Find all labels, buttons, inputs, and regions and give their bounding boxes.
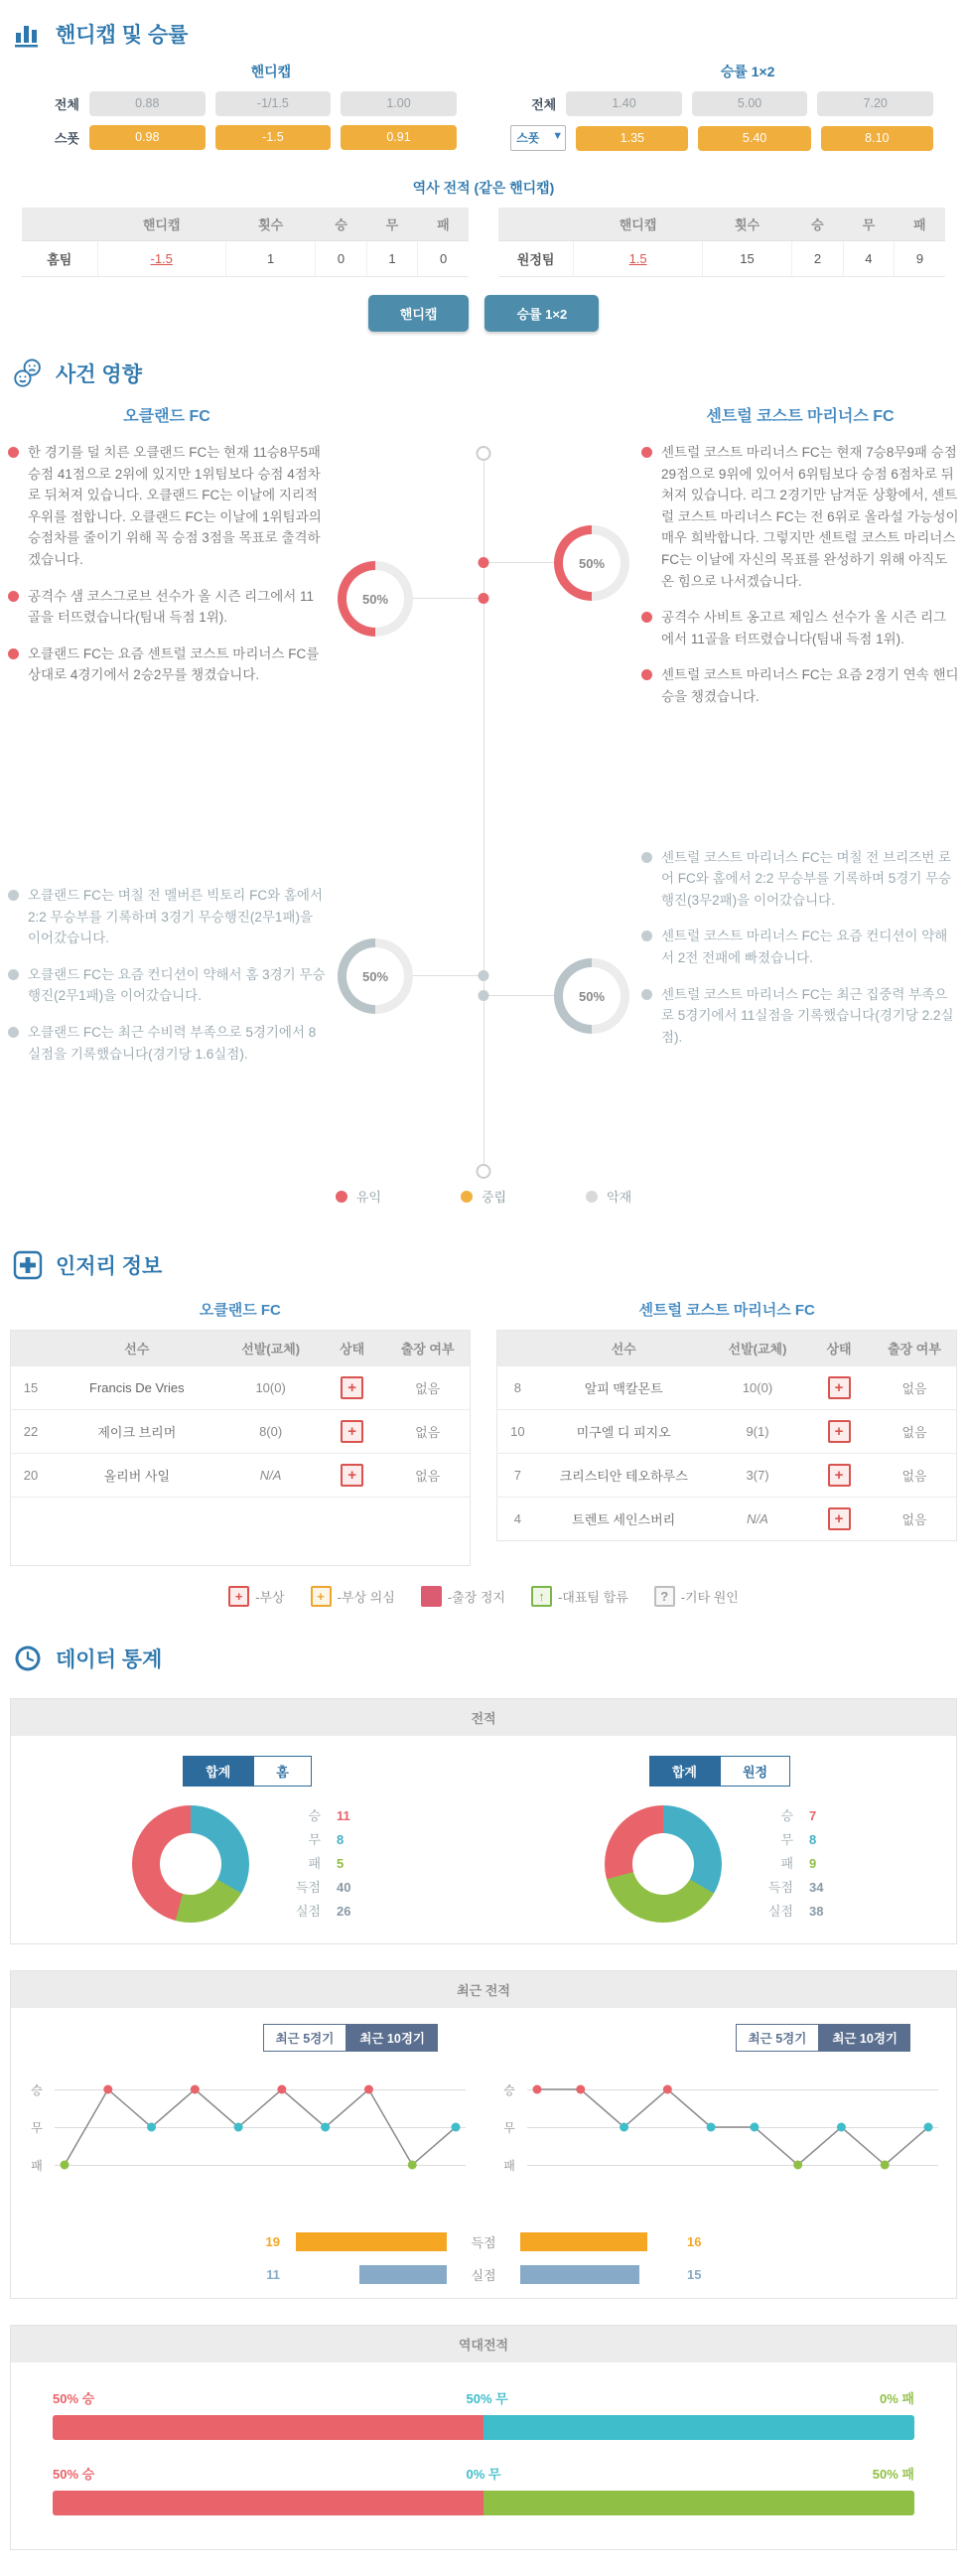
odds-value: 8.10 bbox=[821, 126, 933, 151]
draw-cell: 4 bbox=[843, 241, 894, 277]
odds-value: 1.35 bbox=[576, 126, 688, 151]
away-conceded-value: 15 bbox=[687, 2267, 702, 2282]
yellow-dot-icon bbox=[461, 1191, 473, 1203]
influence-grid bbox=[0, 442, 967, 1179]
positive-dot-icon bbox=[641, 447, 652, 458]
tab-last10[interactable]: 최근 10경기 bbox=[819, 2024, 910, 2052]
positive-dot-icon bbox=[8, 648, 19, 659]
col-played: 출장 여부 bbox=[386, 1331, 471, 1366]
injury-tables bbox=[0, 1291, 967, 1566]
total-label: 전체 bbox=[531, 97, 557, 112]
section-stats-title bbox=[0, 1625, 967, 1684]
loss-segment bbox=[484, 2491, 914, 2515]
red-dot-icon bbox=[336, 1191, 347, 1203]
tab-total[interactable]: 합계 bbox=[649, 1756, 720, 1787]
legend-negative: 악재 bbox=[586, 1187, 631, 1206]
negative-dot-icon bbox=[641, 989, 652, 1000]
injury-status-icon: + bbox=[828, 1376, 851, 1399]
page-title: 핸디캡 및 승률 bbox=[56, 24, 189, 47]
injury-doubt-icon: + bbox=[311, 1586, 332, 1607]
away-positive-gauge bbox=[554, 525, 629, 601]
away-team-name: 센트럴 코스트 마리너스 FC bbox=[638, 1302, 815, 1319]
recent-panel bbox=[10, 1970, 957, 2299]
positive-node-icon bbox=[479, 593, 489, 604]
axis-win: 승 bbox=[503, 2083, 515, 2097]
donut-hole bbox=[632, 1833, 694, 1895]
count-cell: 15 bbox=[702, 241, 791, 277]
away-form-chart bbox=[503, 2077, 938, 2181]
draw-pct-label: 50% 무 bbox=[466, 2391, 508, 2406]
col-status: 상태 bbox=[805, 1331, 873, 1366]
col-player: 선수 bbox=[51, 1331, 223, 1366]
table-row: 10 미구엘 디 피지오 9(1) + 없음 bbox=[497, 1410, 957, 1454]
table-row: 15 Francis De Vries 10(0) + 없음 bbox=[11, 1366, 471, 1410]
player-name: 제이크 브리머 bbox=[51, 1410, 223, 1454]
gauge-value: 50% bbox=[346, 570, 404, 628]
col-handicap: 핸디캡 bbox=[97, 208, 225, 241]
timeline-end-circle bbox=[477, 1164, 491, 1179]
goals-row bbox=[11, 2232, 956, 2251]
win-segment bbox=[53, 2491, 484, 2515]
player-name: 트렌트 세인스버리 bbox=[537, 1498, 710, 1541]
negative-dot-icon bbox=[8, 890, 19, 901]
away-history-table bbox=[498, 208, 945, 277]
away-conceded-bar bbox=[520, 2265, 639, 2284]
stat-row: 실점 38 bbox=[767, 1904, 824, 1919]
gauge-value: 50% bbox=[346, 947, 404, 1005]
h2h-stacked-bar bbox=[53, 2491, 914, 2515]
smiley-faces-icon bbox=[10, 356, 46, 391]
influence-title-text: 사건 영향 bbox=[56, 363, 142, 386]
table-row bbox=[498, 241, 945, 277]
legend-neutral: 중립 bbox=[461, 1187, 506, 1206]
odds-buttons bbox=[0, 295, 967, 332]
axis-loss: 패 bbox=[503, 2159, 515, 2173]
medical-plus-icon bbox=[10, 1247, 46, 1283]
stat-row: 무 8 bbox=[780, 1832, 817, 1847]
injury-status-icon: + bbox=[341, 1464, 363, 1487]
spot-label: 스폿 bbox=[54, 131, 79, 146]
list-item: 센트럴 코스트 마리너스 FC는 최근 집중력 부족으로 5경기에서 11실점을 기록했습니다(경기당 2.2실점). bbox=[641, 984, 959, 1049]
winrate-spot-row bbox=[510, 125, 933, 151]
history-tables bbox=[0, 208, 967, 277]
col-draw: 무 bbox=[366, 208, 417, 241]
col-player: 선수 bbox=[537, 1331, 710, 1366]
odds-value: 0.98 bbox=[89, 125, 206, 150]
list-item: 센트럴 코스트 마리너스 FC는 요즘 컨디션이 약해서 2전 전패에 빠졌습니다. bbox=[641, 926, 959, 968]
away-negative-list bbox=[641, 847, 959, 1049]
away-team-name: 센트럴 코스트 마리너스 FC bbox=[706, 408, 895, 425]
home-positive-gauge bbox=[338, 561, 413, 637]
odds-value: -1/1.5 bbox=[215, 91, 332, 116]
record-panel-header: 전적 bbox=[11, 1699, 956, 1736]
axis-win: 승 bbox=[31, 2083, 43, 2097]
odds-value: 0.91 bbox=[341, 125, 457, 150]
odds-value: 5.40 bbox=[698, 126, 810, 151]
h2h-row bbox=[53, 2388, 914, 2440]
total-label: 전체 bbox=[54, 97, 79, 112]
negative-dot-icon bbox=[641, 852, 652, 863]
col-apps: 선발(교체) bbox=[223, 1331, 319, 1366]
away-record-half bbox=[484, 1736, 956, 1943]
home-history-table bbox=[22, 208, 469, 277]
spot-select-box bbox=[510, 125, 566, 151]
list-item: 공격수 샘 코스그로브 선수가 올 시즌 리그에서 11골을 터뜨렸습니다(팀내 득점 1위). bbox=[8, 586, 326, 629]
odds-value: 1.40 bbox=[566, 91, 682, 116]
away-influence-column bbox=[641, 442, 959, 1179]
col-played: 출장 여부 bbox=[873, 1331, 957, 1366]
win-pct-label: 50% 승 bbox=[53, 2467, 95, 2482]
empty-row bbox=[11, 1498, 471, 1566]
influence-team-names bbox=[0, 403, 967, 426]
loss-pct-label: 50% 패 bbox=[872, 2467, 914, 2482]
handicap-total-row bbox=[34, 91, 457, 116]
draw-pct-label: 0% 무 bbox=[466, 2467, 501, 2482]
tab-away[interactable]: 원정 bbox=[720, 1756, 790, 1787]
odds-value: -1.5 bbox=[215, 125, 332, 150]
section-influence-title bbox=[0, 340, 967, 399]
handicap-odds-group bbox=[34, 60, 457, 160]
list-item: 오클랜드 FC는 최근 수비력 부족으로 5경기에서 8실점을 기록했습니다(경기당 1.6실점). bbox=[8, 1022, 326, 1065]
injury-status-icon: + bbox=[828, 1420, 851, 1443]
away-goals-value: 16 bbox=[687, 2234, 702, 2249]
away-record-donut bbox=[605, 1805, 722, 1923]
away-record-stats bbox=[758, 1804, 835, 1924]
handicap-spot-row bbox=[34, 125, 457, 150]
list-item: 오클랜드 FC는 며칠 전 멜버른 빅토리 FC와 홈에서 2:2 무승부를 기록하며 3경기 무승행진(2무1패)을 이어갔습니다. bbox=[8, 885, 326, 949]
goals-label: 득점 bbox=[471, 2235, 496, 2250]
odds-value: 0.88 bbox=[89, 91, 206, 116]
loss-cell: 0 bbox=[418, 241, 469, 277]
col-handicap: 핸디캡 bbox=[574, 208, 702, 241]
legend-suspended: -출장 정지 bbox=[421, 1586, 505, 1607]
home-record-half bbox=[11, 1736, 484, 1943]
odds-value: 1.00 bbox=[341, 91, 457, 116]
recent-score-bars bbox=[11, 2232, 956, 2284]
injury-status-icon: + bbox=[341, 1376, 363, 1399]
donut-hole bbox=[160, 1833, 221, 1895]
home-goals-value: 19 bbox=[265, 2234, 280, 2249]
handicap-link[interactable]: 1.5 bbox=[628, 251, 647, 266]
home-record-donut bbox=[132, 1805, 249, 1923]
away-positive-list bbox=[641, 442, 959, 708]
handicap-link[interactable]: -1.5 bbox=[150, 251, 173, 266]
h2h-row bbox=[53, 2464, 914, 2515]
player-name: 올리버 사일 bbox=[51, 1454, 223, 1498]
home-team-name: 오클랜드 FC bbox=[199, 1302, 281, 1319]
legend-other: ? -기타 원인 bbox=[654, 1586, 739, 1607]
away-record-tabs bbox=[484, 1756, 956, 1787]
home-record-stats bbox=[285, 1804, 362, 1924]
positive-dot-icon bbox=[8, 591, 19, 602]
gauge-value: 50% bbox=[563, 967, 621, 1025]
table-row bbox=[22, 241, 469, 277]
home-team-label: 홈팀 bbox=[22, 241, 97, 277]
home-goals-bar bbox=[296, 2232, 447, 2251]
tab-home[interactable]: 홈 bbox=[253, 1756, 312, 1787]
count-cell: 1 bbox=[225, 241, 315, 277]
away-goals-bar bbox=[520, 2232, 647, 2251]
list-item: 한 경기를 덜 치른 오클랜드 FC는 현재 11승8무5패 승점 41점으로 2위에 있지만 1위팀보다 승점 4점차로 뒤쳐져 있습니다. 오클랜드 FC는 이날에 지리적 우위를 점합니다. 오클랜드 FC는 이날에 1위팀과의 승점차를 줄이기 위해 꼭 승점 3점을 목표로 출격하겠습니다. bbox=[8, 442, 326, 571]
home-conceded-value: 11 bbox=[266, 2267, 280, 2282]
stat-row: 무 8 bbox=[308, 1832, 345, 1847]
col-count: 횟수 bbox=[702, 208, 791, 241]
h2h-stacked-bar bbox=[53, 2415, 914, 2440]
winrate-total-row bbox=[510, 91, 933, 116]
away-recent-tabs bbox=[484, 2024, 956, 2052]
injury-status-icon: + bbox=[828, 1464, 851, 1487]
legend-injury: + -부상 bbox=[228, 1586, 284, 1607]
draw-cell: 1 bbox=[366, 241, 417, 277]
home-recent-tabs bbox=[11, 2024, 484, 2052]
odds-value: 7.20 bbox=[817, 91, 933, 116]
stat-row: 승 7 bbox=[780, 1808, 817, 1823]
col-status: 상태 bbox=[319, 1331, 386, 1366]
stat-row: 패 9 bbox=[780, 1856, 817, 1871]
player-name: 크리스티안 테오하루스 bbox=[537, 1454, 710, 1498]
home-form-chart bbox=[31, 2077, 466, 2181]
history-same-handicap-title: 역사 전적 (같은 핸디캡) bbox=[412, 180, 555, 196]
legend-national-team: ↑ -대표팀 합류 bbox=[531, 1586, 628, 1607]
col-loss: 패 bbox=[418, 208, 469, 241]
chevron-down-icon: ▼ bbox=[552, 130, 564, 142]
legend-positive: 유익 bbox=[336, 1187, 381, 1206]
col-apps: 선발(교체) bbox=[710, 1331, 805, 1366]
influence-legend bbox=[0, 1187, 967, 1206]
home-recent-half bbox=[11, 2008, 484, 2193]
gauge-value: 50% bbox=[563, 534, 621, 592]
form-line-chart bbox=[55, 2077, 466, 2181]
table-row: 4 트렌트 세인스버리 N/A + 없음 bbox=[497, 1498, 957, 1541]
connector-line bbox=[413, 975, 479, 976]
negative-dot-icon bbox=[8, 969, 19, 980]
clock-icon bbox=[10, 1641, 46, 1676]
col-win: 승 bbox=[316, 208, 366, 241]
connector-line bbox=[488, 995, 554, 996]
stat-row: 패 5 bbox=[308, 1856, 345, 1871]
suspended-icon bbox=[421, 1586, 442, 1607]
conceded-label: 실점 bbox=[471, 2268, 496, 2283]
axis-draw: 무 bbox=[31, 2121, 43, 2135]
injury-status-icon: + bbox=[341, 1420, 363, 1443]
home-team-name: 오클랜드 FC bbox=[123, 408, 210, 425]
win-segment bbox=[53, 2415, 484, 2440]
col-loss: 패 bbox=[895, 208, 945, 241]
section-injury-title bbox=[0, 1231, 967, 1291]
home-injury-column bbox=[10, 1291, 471, 1566]
away-negative-gauge bbox=[554, 958, 629, 1034]
col-draw: 무 bbox=[843, 208, 894, 241]
away-team-label: 원정팀 bbox=[498, 241, 574, 277]
home-negative-list bbox=[8, 885, 326, 1065]
stat-row: 득점 34 bbox=[767, 1880, 824, 1895]
spot-select[interactable] bbox=[510, 125, 566, 151]
table-row: 7 크리스티안 테오하루스 3(7) + 없음 bbox=[497, 1454, 957, 1498]
tab-total[interactable]: 합계 bbox=[183, 1756, 253, 1787]
tab-last10[interactable]: 최근 10경기 bbox=[346, 2024, 438, 2052]
away-injury-table bbox=[496, 1330, 957, 1541]
handicap-odds-title: 핸디캡 bbox=[250, 64, 292, 79]
timeline-start-circle bbox=[477, 446, 491, 461]
conceded-row bbox=[11, 2265, 956, 2284]
recent-panel-header: 최근 전적 bbox=[11, 1971, 956, 2008]
stat-row: 득점 40 bbox=[295, 1880, 351, 1895]
axis-loss: 패 bbox=[31, 2159, 43, 2173]
home-conceded-bar bbox=[359, 2265, 447, 2284]
stats-title-text: 데이터 통계 bbox=[56, 1648, 163, 1671]
list-item: 공격수 사비트 옹고르 제임스 선수가 올 시즌 리그에서 11골을 터뜨렸습니다(팀내 득점 1위). bbox=[641, 607, 959, 649]
player-name: Francis De Vries bbox=[51, 1366, 223, 1410]
loss-cell: 9 bbox=[895, 241, 945, 277]
col-win: 승 bbox=[792, 208, 843, 241]
player-name: 알피 맥칼몬트 bbox=[537, 1366, 710, 1410]
section-odds-title bbox=[0, 0, 967, 60]
list-item: 센트럴 코스트 마리너스 FC는 현재 7승8무9패 승점 29점으로 9위에 있어서 6위팀보다 승점 6점차로 뒤쳐져 있습니다. 리그 2경기만 남겨둔 상황에서, 센트럴 코스트 마리너스 FC는 전 6위로 올라설 가능성이 매우 희박합니다. 그렇지만 센트럴 코스트 마리너스 FC는 이날에 자신의 목표를 완성하기 위해 아직도 온 힘으로 나서겠습니다. bbox=[641, 442, 959, 592]
negative-node-icon bbox=[479, 970, 489, 981]
positive-node-icon bbox=[479, 557, 489, 568]
win-cell: 0 bbox=[316, 241, 366, 277]
handicap-button[interactable]: 핸디캡 bbox=[368, 295, 470, 332]
connector-line bbox=[488, 562, 554, 563]
win-cell: 2 bbox=[792, 241, 843, 277]
home-influence-column bbox=[8, 442, 326, 1179]
national-team-icon: ↑ bbox=[531, 1586, 552, 1607]
list-item: 센트럴 코스트 마리너스 FC는 며칠 전 브리즈번 로어 FC와 홈에서 2:2 무승부를 기록하며 5경기 무승행진(3무2패)을 이어갔습니다. bbox=[641, 847, 959, 912]
away-injury-column bbox=[496, 1291, 957, 1566]
injury-title-text: 인저리 정보 bbox=[56, 1255, 163, 1278]
loss-pct-label: 0% 패 bbox=[880, 2391, 914, 2406]
away-recent-half bbox=[484, 2008, 956, 2193]
form-line-chart bbox=[527, 2077, 938, 2181]
home-injury-table bbox=[10, 1330, 471, 1566]
table-row: 8 알피 맥칼몬트 10(0) + 없음 bbox=[497, 1366, 957, 1410]
h2h-panel bbox=[10, 2325, 957, 2550]
legend-injury-doubt: + -부상 의심 bbox=[311, 1586, 395, 1607]
table-row: 22 제이크 브리머 8(0) + 없음 bbox=[11, 1410, 471, 1454]
stat-row: 승 11 bbox=[308, 1808, 350, 1823]
player-name: 미구엘 디 피지오 bbox=[537, 1410, 710, 1454]
injury-icon: + bbox=[228, 1586, 249, 1607]
tab-last5[interactable]: 최근 5경기 bbox=[263, 2024, 347, 2052]
list-item: 오클랜드 FC는 요즘 센트럴 코스트 마리너스 FC를 상대로 4경기에서 2승2무를 챙겼습니다. bbox=[8, 644, 326, 686]
winrate-odds-title: 승률 1×2 bbox=[720, 64, 775, 79]
connector-line bbox=[413, 598, 479, 599]
list-item: 오클랜드 FC는 요즘 컨디션이 약해서 홈 3경기 무승행진(2무1패)을 이어갔습니다. bbox=[8, 964, 326, 1007]
winrate-odds-group bbox=[510, 60, 933, 160]
negative-dot-icon bbox=[8, 1027, 19, 1038]
odds-area bbox=[0, 60, 967, 160]
positive-dot-icon bbox=[8, 447, 19, 458]
record-panel bbox=[10, 1698, 957, 1944]
injury-status-icon: + bbox=[828, 1507, 851, 1530]
home-negative-gauge bbox=[338, 938, 413, 1014]
positive-dot-icon bbox=[641, 612, 652, 623]
grey-dot-icon bbox=[586, 1191, 598, 1203]
positive-dot-icon bbox=[641, 669, 652, 680]
negative-node-icon bbox=[479, 990, 489, 1001]
injury-legend bbox=[0, 1586, 967, 1607]
home-record-tabs bbox=[11, 1756, 484, 1787]
winrate-button[interactable]: 승률 1×2 bbox=[484, 295, 599, 332]
draw-segment bbox=[484, 2415, 914, 2440]
influence-timeline bbox=[326, 442, 641, 1179]
home-positive-list bbox=[8, 442, 326, 686]
table-row: 20 올리버 사일 N/A + 없음 bbox=[11, 1454, 471, 1498]
axis-draw: 무 bbox=[503, 2121, 515, 2135]
h2h-panel-header: 역대전적 bbox=[11, 2326, 956, 2362]
other-reason-icon: ? bbox=[654, 1586, 675, 1607]
stat-row: 실점 26 bbox=[295, 1904, 351, 1919]
odds-value: 5.00 bbox=[692, 91, 808, 116]
bar-chart-icon bbox=[10, 16, 46, 52]
tab-last5[interactable]: 최근 5경기 bbox=[736, 2024, 820, 2052]
list-item: 센트럴 코스트 마리너스 FC는 요즘 2경기 연속 핸디승을 챙겼습니다. bbox=[641, 664, 959, 707]
negative-dot-icon bbox=[641, 930, 652, 941]
col-count: 횟수 bbox=[225, 208, 315, 241]
win-pct-label: 50% 승 bbox=[53, 2391, 95, 2406]
